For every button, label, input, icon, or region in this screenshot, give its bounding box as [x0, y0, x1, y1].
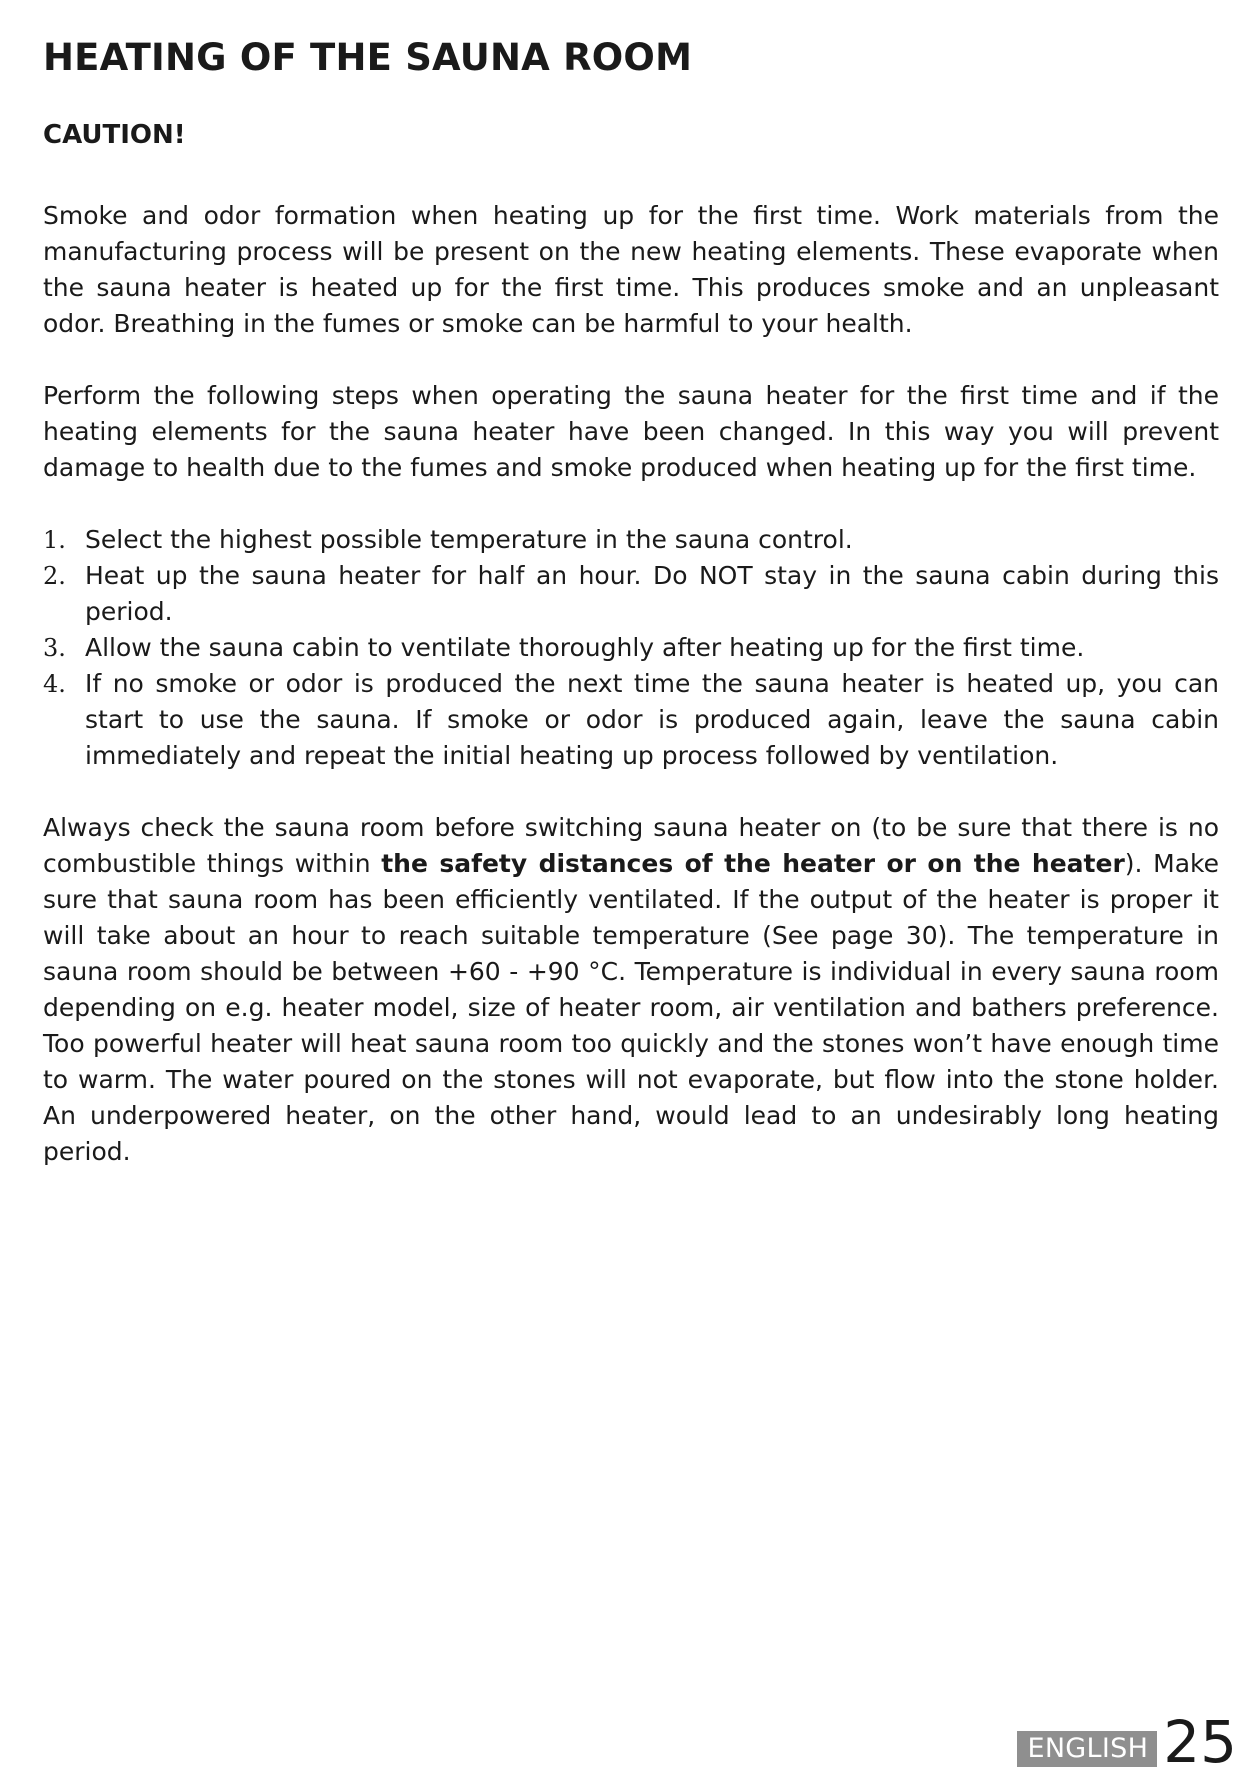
step-number: 3. — [43, 634, 66, 662]
step-text: If no smoke or odor is produced the next time the sauna heater is heated up, you can start to use the sauna. If smoke or odor is produced again, leave the sauna cabin immediately and repeat the initial heating up process followed by ventilation. — [85, 669, 1219, 770]
step-number: 2. — [43, 562, 66, 590]
step-number: 1. — [43, 526, 66, 554]
paragraph-text: ). Make sure that sauna room has been efficiently ventilated. If the output of the heater is proper it will take about an hour to reach suitable temperature (See page 30). The temperature in sauna room should be between +60 - +90 °C. Temperature is individual in every sauna room depending on e.g. heater model, size of heater room, air ventilation and bathers preference. Too powerful heater will heat sauna room too quickly and the stones won’t have enough time to warm. The water poured on the stones will not evaporate, but flow into the stone holder. An underpowered heater, on the other hand, would lead to an undesirably long heating period. — [43, 849, 1219, 1166]
step-number: 4. — [43, 670, 66, 698]
safety-distances-emphasis: the safety distances of the heater or on the heater — [381, 849, 1125, 878]
list-item — [43, 630, 1219, 666]
paragraph-first-use: Perform the following steps when operating the sauna heater for the first time and if the heating elements for the sauna heater have been changed. In this way you will prevent damage to health due to the fumes and smoke produced when heating up for the first time. — [43, 381, 1219, 482]
list-item — [43, 522, 1219, 558]
paragraph-smoke-warning: Smoke and odor formation when heating up for the first time. Work materials from the manufacturing process will be present on the new heating elements. These evaporate when the sauna heater is heated up for the first time. This produces smoke and an unpleasant odor. Breathing in the fumes or smoke can be harmful to your health. — [43, 201, 1219, 338]
paragraph-sauna-room-check — [43, 810, 1219, 1170]
page-title: HEATING OF THE SAUNA ROOM — [43, 36, 693, 79]
page-footer — [1017, 1708, 1237, 1776]
page-number: 25 — [1163, 1708, 1237, 1776]
list-item — [43, 666, 1219, 774]
language-badge: ENGLISH — [1017, 1731, 1157, 1767]
first-use-steps-list — [43, 522, 1219, 774]
paragraph-text: Always check the sauna room before switching sauna heater on (to be sure that there is no combustible things within — [43, 813, 1219, 878]
body-text — [43, 198, 1219, 1206]
caution-heading: CAUTION! — [43, 120, 186, 150]
step-text: Allow the sauna cabin to ventilate thoroughly after heating up for the first time. — [85, 633, 1085, 662]
step-text: Select the highest possible temperature in the sauna control. — [85, 525, 853, 554]
step-text: Heat up the sauna heater for half an hour. Do NOT stay in the sauna cabin during this period. — [85, 561, 1219, 626]
list-item — [43, 558, 1219, 630]
